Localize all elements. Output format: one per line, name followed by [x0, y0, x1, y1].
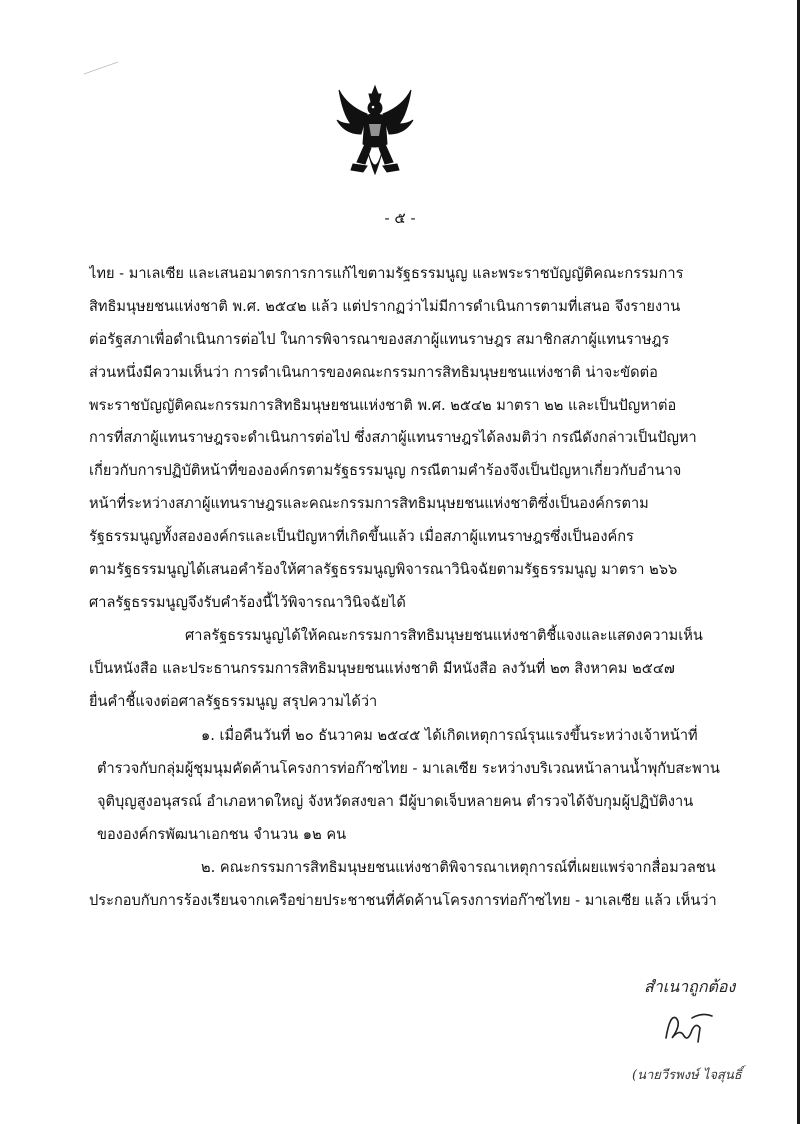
text-line: การที่สภาผู้แทนราษฎรจะดำเนินการต่อไป ซึ่งสภาผู้แทนราษฎรได้ลงมติว่า กรณีดังกล่าวเป็นปัญหา — [89, 429, 697, 447]
text-line: เป็นหนังสือ และประธานกรรมการสิทธิมนุษยชนแห่งชาติ มีหนังสือ ลงวันที่ ๒๓ สิงหาคม ๒๕๔๗ — [89, 659, 675, 677]
signature-icon — [662, 1008, 722, 1048]
paragraph-first-line: ศาลรัฐธรรมนูญได้ให้คณะกรรมการสิทธิมนุษยชนแห่งชาติชี้แจงและแสดงความเห็น — [185, 626, 703, 644]
text-line: ส่วนหนึ่งมีความเห็นว่า การดำเนินการของคณะกรรมการสิทธิมนุษยชนแห่งชาติ น่าจะขัดต่อ — [89, 363, 658, 381]
text-line: ขององค์กรพัฒนาเอกชน จำนวน ๑๒ คน — [97, 826, 347, 844]
garuda-emblem-icon — [333, 84, 417, 184]
text-line: หน้าที่ระหว่างสภาผู้แทนราษฎรและคณะกรรมการสิทธิมนุษยชนแห่งชาติซึ่งเป็นองค์กรตาม — [89, 495, 649, 513]
text-line: ศาลรัฐธรรมนูญจึงรับคำร้องนี้ไว้พิจารณาวินิจฉัยได้ — [89, 593, 406, 611]
text-line: ต่อรัฐสภาเพื่อดำเนินการต่อไป ในการพิจารณาของสภาผู้แทนราษฎร สมาชิกสภาผู้แทนราษฎร — [89, 330, 670, 348]
numbered-item-1: ๑. เมื่อคืนวันที่ ๒๐ ธันวาคม ๒๕๔๕ ได้เกิดเหตุการณ์รุนแรงขึ้นระหว่างเจ้าหน้าที่ — [201, 727, 698, 745]
text-line: ไทย - มาเลเซีย และเสนอมาตรการการแก้ไขตามรัฐธรรมนูญ และพระราชบัญญัติคณะกรรมการ — [89, 265, 684, 282]
text-line: เกี่ยวกับการปฏิบัติหน้าที่ขององค์กรตามรัฐธรรมนูญ กรณีตามคำร้องจึงเป็นปัญหาเกี่ยวกับอำนาจ — [89, 462, 682, 480]
numbered-item-2: ๒. คณะกรรมการสิทธิมนุษยชนแห่งชาติพิจารณาเหตุการณ์ที่เผยแพร่จากสื่อมวลชน — [201, 859, 716, 877]
text-line: ตำรวจกับกลุ่มผู้ชุมนุมคัดค้านโครงการท่อก๊าซไทย - มาเลเซีย ระหว่างบริเวณหน้าลานน้ำพุกับสะพาน — [97, 760, 720, 778]
text-line: ตามรัฐธรรมนูญได้เสนอคำร้องให้ศาลรัฐธรรมนูญพิจารณาวินิจฉัยตามรัฐธรรมนูญ มาตรา ๒๖๖ — [89, 561, 678, 579]
signer-name: (นายวีรพงษ์ ไจสุนธิ์ — [632, 1068, 742, 1083]
page-number: - ๕ - — [384, 209, 416, 227]
text-line: จุติบุญสูงอนุสรณ์ อำเภอหาดใหญ่ จังหวัดสงขลา มีผู้บาดเจ็บหลายคน ตำรวจได้จับกุมผู้ปฏิบัติงาน — [97, 793, 694, 811]
text-line: ยื่นคำชี้แจงต่อศาลรัฐธรรมนูญ สรุปความได้ว่า — [89, 692, 378, 710]
text-line: รัฐธรรมนูญทั้งสององค์กรและเป็นปัญหาที่เกิดขึ้นแล้ว เมื่อสภาผู้แทนราษฎรซึ่งเป็นองค์กร — [89, 528, 634, 546]
document-body — [89, 258, 739, 918]
certification-note: สำเนาถูกต้อง — [644, 977, 736, 996]
text-line: พระราชบัญญัติคณะกรรมการสิทธิมนุษยชนแห่งชาติ พ.ศ. ๒๕๔๒ มาตรา ๒๒ และเป็นปัญหาต่อ — [89, 396, 677, 414]
scan-mark — [82, 58, 122, 78]
text-line: สิทธิมนุษยชนแห่งชาติ พ.ศ. ๒๕๔๒ แล้ว แต่ปรากฏว่าไม่มีการดำเนินการตามที่เสนอ จึงรายงาน — [89, 297, 681, 315]
text-line: ประกอบกับการร้องเรียนจากเครือข่ายประชาชนที่คัดค้านโครงการท่อก๊าซไทย - มาเลเซีย แล้ว เห็นว่า — [89, 891, 717, 909]
